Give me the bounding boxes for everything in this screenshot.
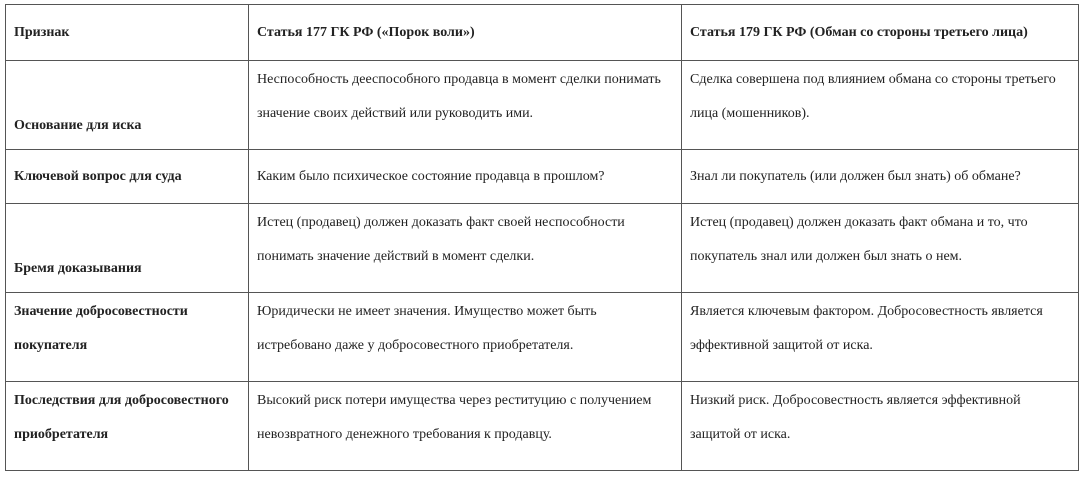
table-row: [6, 382, 1079, 471]
header-feature: Признак: [6, 5, 249, 61]
cell-article-177: Юридически не имеет значения. Имущество может быть истребовано даже у добросовестного приобретателя.: [249, 293, 682, 382]
cell-article-177: Высокий риск потери имущества через реституцию с получением невозвратного денежного требования к продавцу.: [249, 382, 682, 471]
header-article-179: Статья 179 ГК РФ (Обман со стороны третьего лица): [682, 5, 1079, 61]
row-label: Основание для иска: [6, 61, 249, 150]
comparison-table: [5, 4, 1079, 471]
table-row: [6, 293, 1079, 382]
header-article-177: Статья 177 ГК РФ («Порок воли»): [249, 5, 682, 61]
row-label: Бремя доказывания: [6, 204, 249, 293]
table-row: [6, 61, 1079, 150]
cell-article-179: Истец (продавец) должен доказать факт обмана и то, что покупатель знал или должен был знать о нем.: [682, 204, 1079, 293]
cell-article-177: Каким было психическое состояние продавца в прошлом?: [249, 150, 682, 204]
row-label: Ключевой вопрос для суда: [6, 150, 249, 204]
cell-article-179: Знал ли покупатель (или должен был знать) об обмане?: [682, 150, 1079, 204]
row-label: Значение добросовестности покупателя: [6, 293, 249, 382]
cell-article-177: Неспособность дееспособного продавца в момент сделки понимать значение своих действий или руководить ими.: [249, 61, 682, 150]
cell-article-179: Низкий риск. Добросовестность является эффективной защитой от иска.: [682, 382, 1079, 471]
header-row: [6, 5, 1079, 61]
cell-article-179: Является ключевым фактором. Добросовестность является эффективной защитой от иска.: [682, 293, 1079, 382]
table-row: [6, 150, 1079, 204]
cell-article-179: Сделка совершена под влиянием обмана со стороны третьего лица (мошенников).: [682, 61, 1079, 150]
cell-article-177: Истец (продавец) должен доказать факт своей неспособности понимать значение действий в момент сделки.: [249, 204, 682, 293]
row-label: Последствия для добросовестного приобретателя: [6, 382, 249, 471]
table-row: [6, 204, 1079, 293]
